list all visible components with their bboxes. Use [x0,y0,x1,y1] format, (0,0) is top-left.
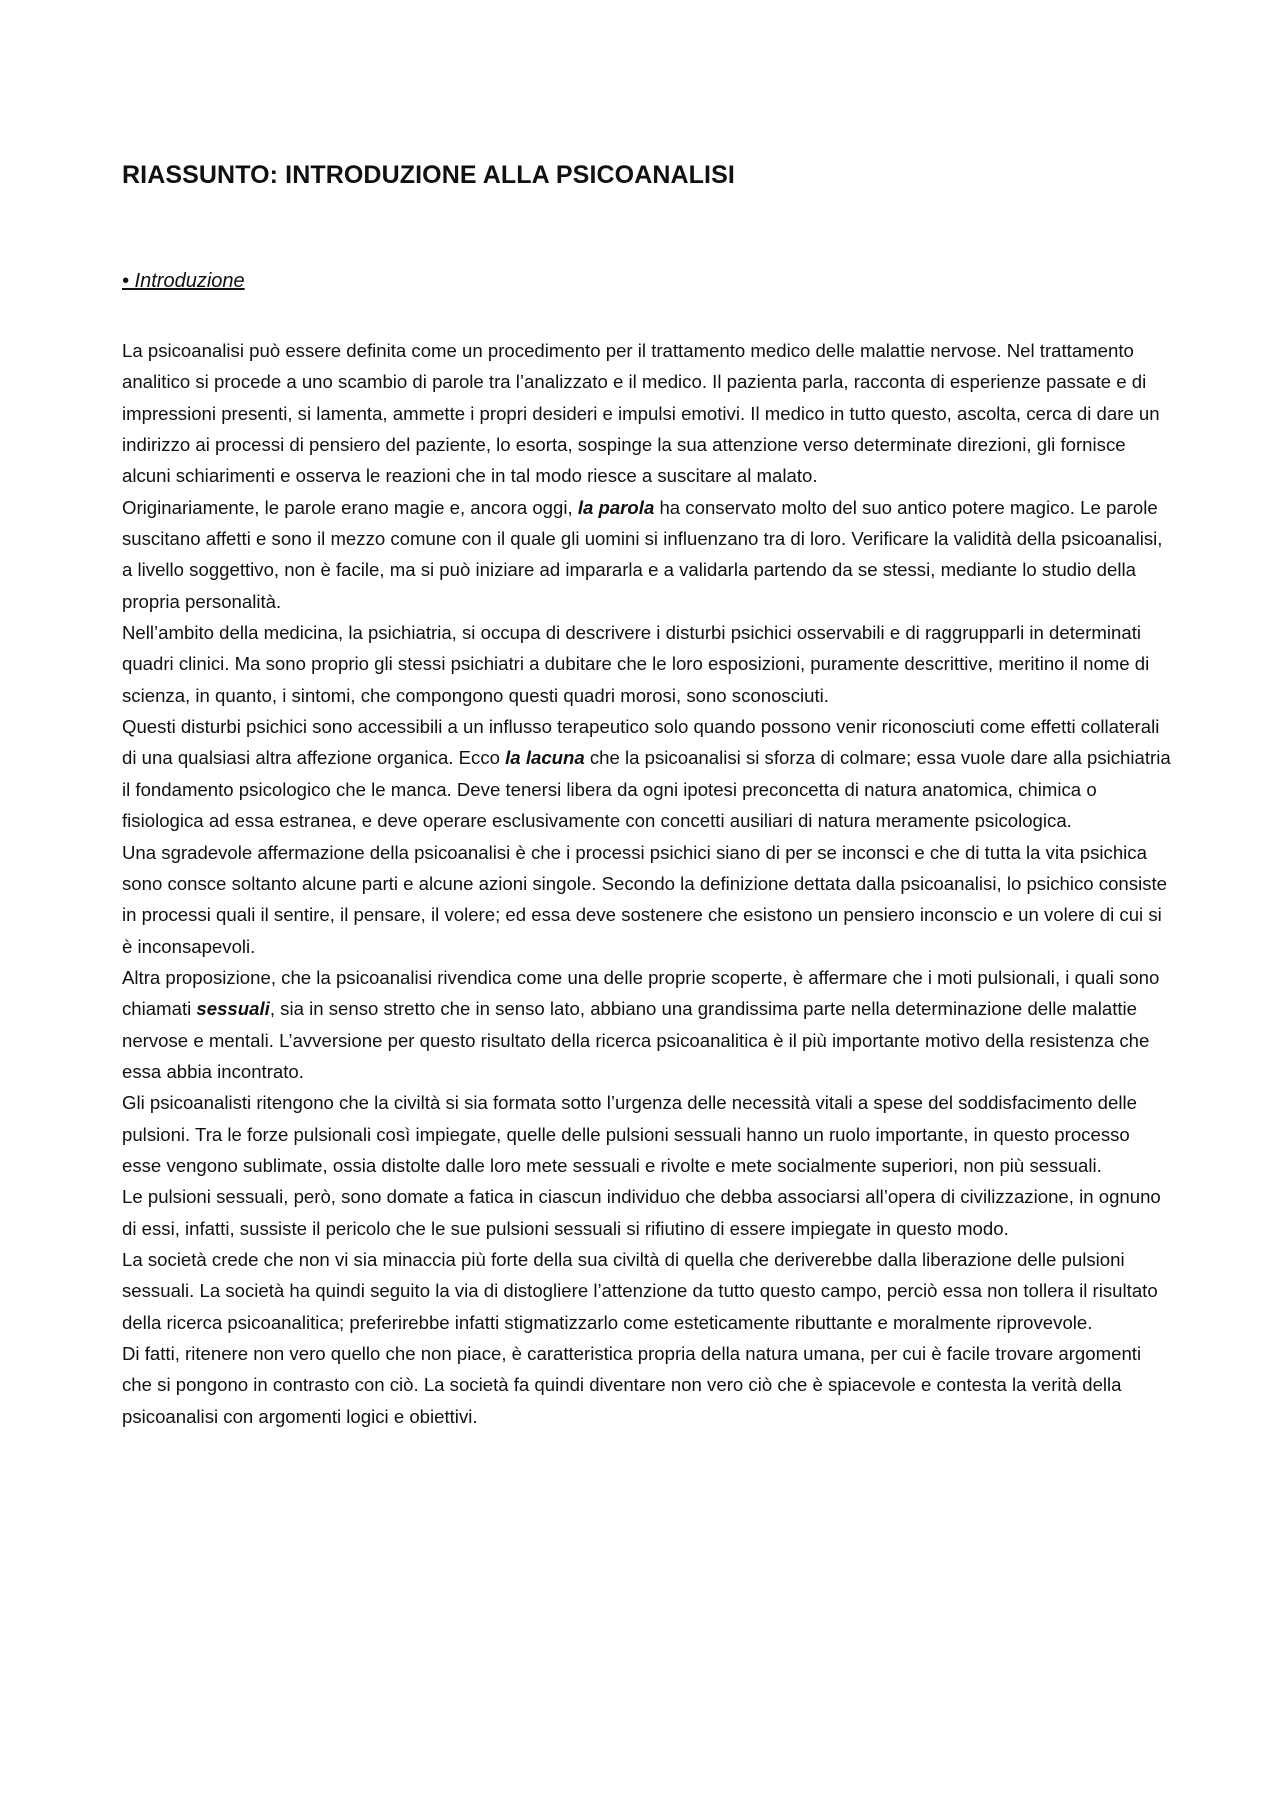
document-title: RIASSUNTO: INTRODUZIONE ALLA PSICOANALISI [122,161,735,189]
paragraph [122,492,1172,617]
paragraph-text: Le pulsioni sessuali, però, sono domate a fatica in ciascun individuo che debba associarsi all’opera di civilizzazione, in ognuno di essi, infatti, sussiste il pericolo che le sue pulsioni sessuali si rifiutino di essere impiegate in questo modo. [122,1186,1161,1239]
paragraph [122,335,1172,492]
paragraph-text: Originariamente, le parole erano magie e, ancora oggi, [122,496,578,518]
document-page [122,150,1172,1432]
emphasis-la-parola: la parola [577,496,655,518]
body-text [122,335,1172,1432]
paragraph-text: La psicoanalisi può essere definita come un procedimento per il trattamento medico delle malattie nervose. Nel trattamento analitico si procede a uno scambio di parole tra l’analizzato e il medico. Il pazienta parla, racconta di esperienze passate e di impressioni presenti, si lamenta, ammette i propri desideri e impulsi emotivi. Il medico in tutto questo, ascolta, cerca di dare un indirizzo ai processi di pensiero del paziente, lo esorta, sospinge la sua attenzione verso determinate direzioni, gli fornisce alcuni schiarimenti e osserva le reazioni che in tal modo riesce a suscitare al malato. [122,340,1160,487]
paragraph [122,1338,1172,1432]
paragraph-text: La società crede che non vi sia minaccia più forte della sua civiltà di quella che deriverebbe dalla liberazione delle pulsioni sessuali. La società ha quindi seguito la via di distogliere l’attenzione da tutto questo campo, perciò essa non tollera il risultato della ricerca psicoanalitica; preferirebbe infatti stigmatizzarlo come esteticamente ributtante e moralmente riprovevole. [122,1248,1158,1333]
paragraph [122,1087,1172,1181]
paragraph-text: Gli psicoanalisti ritengono che la civiltà si sia formata sotto l’urgenza delle necessità vitali a spese del soddisfacimento delle pulsioni. Tra le forze pulsionali così impiegate, quelle delle pulsioni sessuali hanno un ruolo importante, in questo processo esse vengono sublimate, ossia distolte dalle loro mete sessuali e rivolte e mete socialmente superiori, non più sessuali. [122,1092,1137,1176]
paragraph [122,962,1172,1087]
paragraph [122,711,1172,836]
paragraph-text: , sia in senso stretto che in senso lato, abbiano una grandissima parte nella determinazione delle malattie nervose e mentali. L’avversione per questo risultato della ricerca psicoanalitica è il più importante motivo della resistenza che essa abbia incontrato. [122,998,1150,1082]
paragraph-text: Altra proposizione, che la psicoanalisi rivendica come una delle proprie scoperte, è affermare che i moti pulsionali, i quali sono chiamati [122,966,1160,1020]
paragraph [122,1181,1172,1244]
paragraph [122,617,1172,711]
paragraph-text: Una sgradevole affermazione della psicoanalisi è che i processi psichici siano di per se inconsci e che di tutta la vita psichica sono consce soltanto alcune parti e alcune azioni singole. Secondo la definizione dettata dalla psicoanalisi, lo psichico consiste in processi quali il sentire, il pensare, il volere; ed essa deve sostenere che esistono un pensiero inconscio e un volere di cui si è inconsapevoli. [122,841,1168,957]
paragraph-text: Nell’ambito della medicina, la psichiatria, si occupa di descrivere i disturbi psichici osservabili e di raggrupparli in determinati quadri clinici. Ma sono proprio gli stessi psichiatri a dubitare che le loro esposizioni, puramente descrittive, meritino il nome di scienza, in quanto, i sintomi, che compongono questi quadri morosi, sono sconosciuti. [122,622,1150,706]
paragraph-text: ha conservato molto del suo antico potere magico. Le parole suscitano affetti e sono il mezzo comune con il quale gli uomini si influenzano tra di loro. Verificare la validità della psicoanalisi, a livello soggettivo, non è facile, ma si può iniziare ad impararla e a validarla partendo da se stessi, mediante lo studio della propria personalità. [122,496,1163,612]
emphasis-sessuali: sessuali [196,998,270,1020]
paragraph-text: che la psicoanalisi si sforza di colmare; essa vuole dare alla psichiatria il fondamento psicologico che le manca. Deve tenersi libera da ogni ipotesi preconcetta di natura anatomica, chimica o fisiologica ad essa estranea, e deve operare esclusivamente con concetti ausiliari di natura meramente psicologica. [122,747,1171,832]
paragraph [122,837,1172,962]
paragraph-text: Questi disturbi psichici sono accessibili a un influsso terapeutico solo quando possono venir riconosciuti come effetti collaterali di una qualsiasi altra affezione organica. Ecco [122,716,1160,769]
paragraph [122,1244,1172,1338]
emphasis-la-lacuna: la lacuna [505,747,585,769]
section-heading-introduzione: • Introduzione [122,270,245,292]
paragraph-text: Di fatti, ritenere non vero quello che non piace, è caratteristica propria della natura umana, per cui è facile trovare argomenti che si pongono in contrasto con ciò. La società fa quindi diventare non vero ciò che è spiacevole e contesta la verità della psicoanalisi con argomenti logici e obiettivi. [122,1343,1142,1427]
